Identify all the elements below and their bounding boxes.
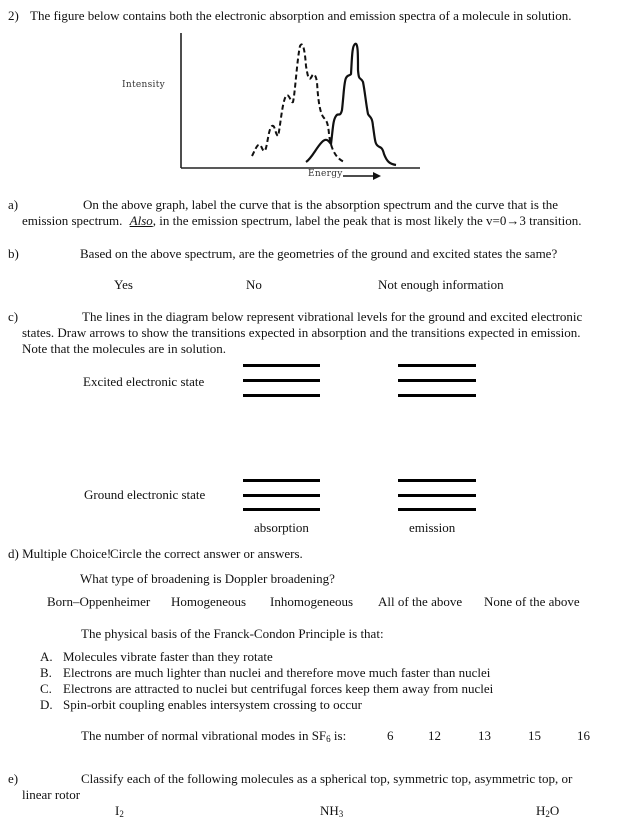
part-e-line1: Classify each of the following molecules as a spherical top, symmetric top, asymmetric top, or xyxy=(81,771,573,786)
sf6-subscript: 6 xyxy=(326,734,331,744)
vibrational-level xyxy=(398,394,476,397)
sf6-option-13[interactable]: 13 xyxy=(478,728,491,743)
part-c-line2: states. Draw arrows to show the transitions expected in absorption and the transitions expected in emission. xyxy=(22,325,581,340)
molecule-h2o xyxy=(536,803,559,818)
spectrum-figure xyxy=(100,30,420,190)
part-c-line1: The lines in the diagram below represent vibrational levels for the ground and excited electronic xyxy=(82,309,583,324)
vibrational-level xyxy=(398,479,476,482)
option-d[interactable]: Spin-orbit coupling enables intersystem crossing to occur xyxy=(63,697,362,712)
vibrational-level xyxy=(243,508,320,511)
emission-column-label: emission xyxy=(409,520,456,535)
ground-state-label: Ground electronic state xyxy=(84,487,206,502)
sf6-question-text: The number of normal vibrational modes in SF xyxy=(81,728,327,743)
part-a-label: a) xyxy=(8,197,19,212)
part-a-line1: On the above graph, label the curve that is the absorption spectrum and the curve that is the xyxy=(83,197,559,212)
sf6-question-suffix: is: xyxy=(330,728,347,743)
vibrational-level xyxy=(398,508,476,511)
vibrational-level xyxy=(243,364,320,367)
sf6-option-12[interactable]: 12 xyxy=(428,728,441,743)
part-b-question: Based on the above spectrum, are the geometries of the ground and excited states the same? xyxy=(80,246,558,261)
excited-state-label: Excited electronic state xyxy=(83,374,205,389)
sf6-option-15[interactable]: 15 xyxy=(528,728,541,743)
vibrational-level xyxy=(243,479,320,482)
part-b-option-not-enough[interactable]: Not enough information xyxy=(378,277,504,292)
molecule-subscript: 2 xyxy=(545,809,550,819)
sf6-option-6[interactable]: 6 xyxy=(387,728,394,743)
question-intro: The figure below contains both the electronic absorption and emission spectra of a molecule in solution. xyxy=(30,8,572,23)
part-a-also-emphasis: Also xyxy=(129,213,153,228)
part-c-line3: Note that the molecules are in solution. xyxy=(22,341,226,356)
vibrational-level xyxy=(243,394,320,397)
doppler-question: What type of broadening is Doppler broadening? xyxy=(80,571,335,586)
vibrational-level xyxy=(398,494,476,497)
option-letter-c: C. xyxy=(40,681,52,696)
doppler-option-inhomogeneous[interactable]: Inhomogeneous xyxy=(270,594,354,609)
part-c-label: c) xyxy=(8,309,19,324)
option-letter-a: A. xyxy=(40,649,53,664)
molecule-subscript: 3 xyxy=(338,809,344,819)
option-letter-b: B. xyxy=(40,665,52,680)
part-d-label: d) Multiple Choice! xyxy=(8,546,112,561)
molecule-subscript: 2 xyxy=(119,809,124,819)
part-d-instruction: Circle the correct answer or answers. xyxy=(110,546,303,561)
part-a-line2-pre: emission spectrum. xyxy=(22,213,123,228)
doppler-option-born-oppenheimer[interactable]: Born–Oppenheimer xyxy=(47,594,151,609)
molecule-formula: NH xyxy=(320,803,339,818)
molecule-formula: I xyxy=(115,803,120,818)
molecule-nh3 xyxy=(320,803,343,818)
spectrum-plot xyxy=(100,30,420,190)
doppler-option-all[interactable]: All of the above xyxy=(378,594,463,609)
molecule-suffix: O xyxy=(549,803,560,818)
option-c[interactable]: Electrons are attracted to nuclei but centrifugal forces keep them away from nuclei xyxy=(63,681,494,696)
option-letter-d: D. xyxy=(40,697,53,712)
part-b-option-no[interactable]: No xyxy=(246,277,262,292)
part-e-label: e) xyxy=(8,771,19,786)
option-b[interactable]: Electrons are much lighter than nuclei and therefore move much faster than nuclei xyxy=(63,665,491,680)
vibrational-level xyxy=(398,364,476,367)
y-axis-label: Intensity xyxy=(122,80,165,90)
sf6-option-16[interactable]: 16 xyxy=(577,728,590,743)
sf6-modes-question xyxy=(81,728,346,743)
vibrational-level xyxy=(243,379,320,382)
part-b-option-yes[interactable]: Yes xyxy=(114,277,133,292)
energy-arrow-icon xyxy=(343,171,383,181)
option-a[interactable]: Molecules vibrate faster than they rotate xyxy=(63,649,273,664)
question-number: 2) xyxy=(8,8,19,23)
part-b-label: b) xyxy=(8,246,19,261)
part-a-line2 xyxy=(22,213,581,228)
molecule-i2 xyxy=(115,803,124,818)
vibrational-level xyxy=(243,494,320,497)
x-axis-label: Energy xyxy=(308,169,343,179)
absorption-column-label: absorption xyxy=(254,520,309,535)
doppler-option-homogeneous[interactable]: Homogeneous xyxy=(171,594,247,609)
franck-condon-question: The physical basis of the Franck-Condon Principle is that: xyxy=(81,626,384,641)
part-a-line2-post: , in the emission spectrum, label the peak that is most likely the v=0→3 transition. xyxy=(152,213,582,228)
molecule-formula: H xyxy=(536,803,546,818)
vibrational-level xyxy=(398,379,476,382)
part-e-line2: linear rotor xyxy=(22,787,81,802)
doppler-option-none[interactable]: None of the above xyxy=(484,594,580,609)
